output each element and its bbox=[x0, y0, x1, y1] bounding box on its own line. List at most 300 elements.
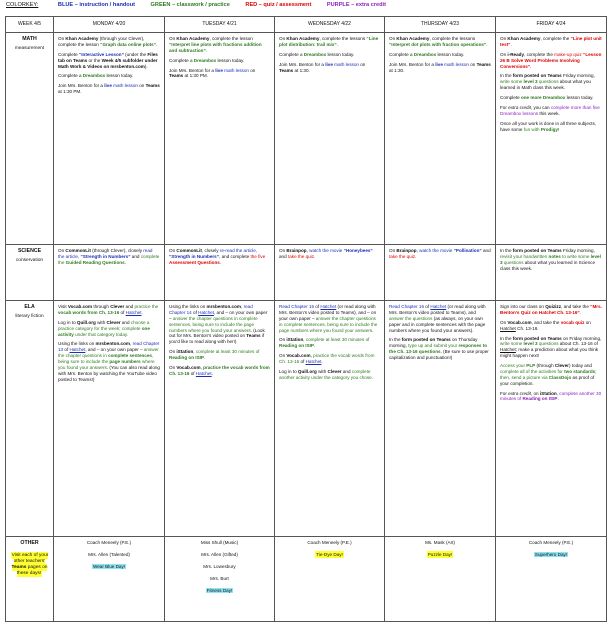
text-fragment: , and – on your own paper – bbox=[169, 309, 268, 321]
text-fragment: at 1:30. bbox=[389, 67, 405, 73]
text-fragment: on bbox=[584, 319, 591, 325]
text-fragment: answer the chapter questions in complete sentences, being sure to include the page numbers where you found your answers bbox=[169, 315, 258, 333]
text-fragment: ELA bbox=[24, 304, 35, 310]
text-fragment: Complete bbox=[279, 51, 300, 57]
text-fragment: . bbox=[510, 41, 512, 47]
color-key bbox=[6, 2, 400, 12]
text-fragment: Hatchet bbox=[125, 309, 142, 315]
science-friday bbox=[496, 245, 607, 301]
text-fragment: Hatchet bbox=[69, 347, 86, 353]
text-fragment: “Graph data online plots” bbox=[100, 41, 157, 47]
text-fragment: ). bbox=[144, 63, 148, 69]
text-fragment: practice the vocab words from Ch. 13-16 bbox=[169, 364, 270, 376]
text-fragment: In the bbox=[389, 337, 402, 343]
text-fragment: Brainpop bbox=[286, 248, 307, 253]
text-fragment: Khan Academy bbox=[286, 36, 320, 41]
text-fragment: complete at least 30 minutes of bbox=[195, 349, 260, 355]
text-fragment: (or read along with Mrs. Benton’s video posted to Teams), and bbox=[389, 304, 486, 315]
text-fragment: of bbox=[314, 304, 321, 309]
text-fragment: your work is done in all three subjects, have some bbox=[500, 120, 597, 132]
text-fragment: of bbox=[191, 309, 199, 315]
math-wednesday bbox=[275, 33, 385, 245]
text-fragment: watch the movie bbox=[419, 248, 454, 253]
text-fragment: On bbox=[279, 36, 287, 41]
text-fragment: . bbox=[124, 259, 126, 265]
text-fragment: (or read along with Mrs. Benton’s video posted to Teams), and – on your own paper – bbox=[279, 304, 377, 321]
text-fragment: Clever bbox=[106, 319, 121, 325]
science-wednesday bbox=[275, 245, 385, 301]
text-fragment: Files tab on Teams bbox=[58, 51, 158, 63]
text-fragment: Chapter 16 bbox=[401, 304, 424, 309]
text-fragment: “Honeybees” bbox=[343, 248, 373, 253]
text-fragment: ClassDojo bbox=[548, 374, 572, 380]
text-fragment: revisit your handwritten bbox=[500, 253, 549, 259]
text-fragment: Coach Meneely (P.E.) bbox=[307, 540, 352, 545]
header-week: WEEK 4/5 bbox=[6, 17, 54, 33]
other-note bbox=[10, 553, 49, 578]
text-fragment: lesson today. bbox=[105, 73, 134, 79]
text-fragment: Hatchet bbox=[195, 370, 212, 376]
text-fragment: with bbox=[95, 319, 107, 325]
text-fragment: the five bbox=[250, 253, 266, 259]
text-fragment: . bbox=[141, 309, 143, 315]
text-fragment: where you found your answers bbox=[58, 359, 155, 370]
text-fragment: read bbox=[132, 341, 144, 347]
text-fragment: (as always, on your own paper and in complete sentences with the page numbers where you found your answers). bbox=[389, 315, 486, 333]
text-fragment: level 3 bbox=[500, 253, 601, 265]
text-fragment: . bbox=[415, 253, 417, 259]
text-fragment: Chapter 13 bbox=[58, 341, 160, 353]
header-tuesday: TUESDAY 4/21 bbox=[165, 17, 275, 33]
text-fragment: ; make a prediction about what you think might happen next! bbox=[500, 347, 599, 359]
text-fragment: vocab words from Ch. 13-16 bbox=[58, 309, 120, 315]
text-fragment: Quill.org bbox=[297, 368, 317, 374]
text-fragment: MATH bbox=[22, 36, 37, 42]
text-fragment: Clever bbox=[554, 363, 569, 368]
theme-day-badge: Wear Blue Day! bbox=[92, 563, 126, 569]
ela-tuesday bbox=[165, 301, 275, 537]
text-fragment: “Interpret dot plots with fraction operations” bbox=[389, 41, 487, 47]
math-row bbox=[6, 33, 607, 245]
text-fragment: fun with bbox=[523, 126, 541, 132]
text-fragment: and bbox=[481, 248, 491, 253]
text-fragment: questions bbox=[537, 341, 559, 347]
text-fragment: Using the links on bbox=[169, 304, 207, 309]
other-friday bbox=[496, 537, 607, 622]
weekly-schedule-table bbox=[5, 16, 607, 622]
text-fragment: On bbox=[500, 51, 508, 57]
text-fragment: Vocab.com bbox=[286, 353, 311, 359]
text-fragment: of bbox=[424, 304, 431, 309]
text-fragment: live bbox=[435, 61, 443, 67]
other-monday bbox=[54, 537, 165, 622]
text-fragment: , you can bbox=[530, 104, 551, 110]
text-fragment: Complete bbox=[58, 51, 79, 57]
text-fragment: complete at least 30 minutes of bbox=[305, 337, 370, 343]
science-monday bbox=[54, 245, 165, 301]
text-fragment: On bbox=[169, 36, 177, 41]
text-fragment: . bbox=[321, 359, 323, 364]
ela-row bbox=[6, 301, 607, 537]
text-fragment: take the quiz bbox=[389, 253, 416, 259]
text-fragment: ; bbox=[595, 368, 597, 374]
text-fragment: Miss Shull (Music) bbox=[200, 540, 239, 545]
science-thursday bbox=[385, 245, 496, 301]
text-fragment: In the bbox=[500, 248, 513, 253]
other-label bbox=[6, 537, 54, 622]
text-fragment: . bbox=[530, 63, 532, 69]
text-fragment: a Dreambox bbox=[78, 73, 106, 79]
text-fragment: . bbox=[211, 370, 213, 376]
header-friday: FRIDAY 4/24 bbox=[496, 17, 607, 33]
text-fragment: , being sure to include the bbox=[58, 353, 154, 364]
text-fragment: Ch. 13-16. bbox=[515, 325, 539, 331]
text-fragment: Using the links on bbox=[58, 341, 96, 347]
text-fragment: , closely bbox=[201, 248, 220, 253]
text-fragment: . bbox=[205, 47, 208, 53]
text-fragment: measurement bbox=[14, 45, 45, 51]
text-fragment: Brainpop bbox=[396, 248, 417, 253]
text-fragment: form posted on Teams bbox=[512, 73, 562, 79]
text-fragment: choose a practice category for the week; complete bbox=[58, 319, 150, 331]
math-monday bbox=[54, 33, 165, 245]
text-fragment: under the category you chose. bbox=[309, 374, 373, 380]
text-fragment: of bbox=[119, 309, 126, 315]
text-fragment: complete the bbox=[58, 253, 160, 265]
text-fragment: , bbox=[130, 341, 133, 347]
text-fragment: two standards bbox=[564, 368, 596, 374]
text-fragment: with bbox=[316, 368, 328, 374]
text-fragment: “Line plot distribution: trail mix” bbox=[279, 36, 379, 47]
text-fragment: as proof of your completion. bbox=[500, 374, 595, 386]
text-fragment: . bbox=[156, 41, 158, 47]
color-key-purple: PURPLE – extra credit bbox=[326, 2, 386, 8]
text-fragment: on Thursday morning, bbox=[389, 337, 478, 349]
theme-day-badge: Tie-Dye Day! bbox=[316, 551, 343, 557]
math-friday bbox=[496, 33, 607, 245]
text-fragment: Join Mrs. Benton for a bbox=[58, 83, 105, 89]
text-fragment: Read bbox=[279, 304, 292, 309]
text-fragment: of bbox=[189, 370, 196, 376]
text-fragment: , bbox=[241, 304, 244, 309]
text-fragment: ) today and bbox=[568, 363, 592, 368]
text-fragment: Sign into our class on bbox=[500, 304, 546, 309]
text-fragment: OTHER bbox=[20, 540, 39, 546]
text-fragment: Hatchet bbox=[198, 309, 214, 315]
text-fragment: “Mrs. Benton’s Quiz on Hatchet Ch. 13-16” bbox=[500, 304, 602, 315]
text-fragment: Read bbox=[389, 304, 402, 309]
text-fragment: on bbox=[248, 67, 256, 73]
color-key-blue: BLUE – instruction / handout bbox=[57, 2, 135, 8]
text-fragment: On bbox=[169, 349, 177, 355]
text-fragment: Clever bbox=[327, 368, 342, 374]
text-fragment: Hatchet bbox=[430, 304, 447, 309]
text-fragment: . bbox=[557, 396, 559, 402]
text-fragment: vocab quiz bbox=[560, 319, 585, 325]
text-fragment: , bbox=[200, 364, 204, 370]
text-fragment: , bbox=[416, 248, 420, 253]
text-fragment: read bbox=[243, 304, 253, 309]
text-fragment: PLP bbox=[526, 363, 536, 368]
other-row bbox=[6, 537, 607, 622]
text-fragment: questions bbox=[537, 79, 559, 85]
color-key-label: COLORKEY: bbox=[6, 2, 39, 8]
math-tuesday bbox=[165, 33, 275, 245]
text-fragment: level 3 bbox=[523, 79, 538, 85]
text-fragment: “Lesson 26 B Solve Word Problems Involving Conversions” bbox=[500, 51, 602, 69]
text-fragment: , and – on your own paper – bbox=[85, 347, 144, 353]
text-fragment: all bbox=[512, 120, 517, 126]
text-fragment: at 1:30 PM. bbox=[58, 89, 82, 95]
text-fragment: math lesson bbox=[442, 61, 469, 67]
text-fragment: Visit each of your other teachers’ bbox=[11, 552, 49, 564]
text-fragment: a Dreambox bbox=[299, 51, 327, 57]
text-fragment: On bbox=[389, 36, 397, 41]
text-fragment: Prodigy bbox=[540, 126, 558, 132]
text-fragment: , bbox=[303, 337, 306, 343]
text-fragment: On bbox=[500, 319, 508, 325]
text-fragment: on bbox=[468, 61, 477, 67]
ela-friday bbox=[496, 301, 607, 537]
text-fragment: ! bbox=[557, 126, 560, 132]
text-fragment: type up and submit your bbox=[408, 343, 459, 349]
text-fragment: (through bbox=[535, 363, 555, 368]
text-fragment: Assessment Questions bbox=[169, 259, 220, 265]
text-fragment: this week. bbox=[538, 110, 560, 116]
text-fragment: Hatchet bbox=[320, 304, 337, 309]
text-fragment: , and complete bbox=[219, 253, 251, 259]
text-fragment: complete more than five Dreambox lessons bbox=[500, 104, 600, 116]
text-fragment: Teams bbox=[246, 333, 261, 339]
text-fragment: Once bbox=[500, 120, 513, 126]
theme-day-badge: Puzzle Day! bbox=[427, 551, 453, 557]
text-fragment: form posted on Teams bbox=[512, 335, 562, 341]
text-fragment: and bbox=[120, 319, 131, 325]
text-fragment: complete another activity bbox=[279, 368, 371, 380]
text-fragment: Join Mrs. Benton for a bbox=[169, 67, 216, 73]
text-fragment: “Pollination” bbox=[453, 248, 482, 253]
text-fragment: answer the chapter questions in bbox=[58, 347, 159, 359]
text-fragment: On bbox=[500, 36, 508, 41]
text-fragment: , on bbox=[530, 390, 540, 396]
text-fragment: Reading on ISIP bbox=[169, 355, 204, 360]
header-monday: MONDAY 4/20 bbox=[54, 17, 165, 33]
text-fragment: In the bbox=[500, 73, 513, 79]
text-fragment: live bbox=[104, 83, 112, 89]
text-fragment: complete all of the activities for bbox=[500, 368, 565, 374]
text-fragment: about what you learned in Math class this week. bbox=[500, 79, 591, 91]
text-fragment: On bbox=[58, 36, 66, 41]
text-fragment: “Strength in Numbers” bbox=[80, 253, 131, 259]
text-fragment: form posted on Teams bbox=[401, 337, 451, 343]
text-fragment: lesson today. bbox=[216, 57, 245, 63]
text-fragment: , bbox=[193, 349, 196, 355]
text-fragment: Teams bbox=[11, 564, 27, 570]
text-fragment: one activity bbox=[58, 325, 150, 337]
text-fragment: Log in to bbox=[58, 319, 77, 325]
ela-wednesday bbox=[275, 301, 385, 537]
text-fragment: Ms. Mask (Art) bbox=[425, 540, 455, 545]
text-fragment: Complete bbox=[58, 73, 79, 79]
text-fragment: Log in to bbox=[279, 368, 298, 374]
text-fragment: Teams bbox=[279, 67, 294, 73]
text-fragment: Chapter 14 bbox=[169, 309, 192, 315]
text-fragment: Join Mrs. Benton for a bbox=[389, 61, 436, 67]
text-fragment: literary fiction bbox=[15, 313, 44, 319]
text-fragment: practice the bbox=[134, 304, 159, 309]
text-fragment: Quizizz bbox=[545, 304, 562, 309]
text-fragment: Join Mrs. Benton for a bbox=[279, 61, 326, 67]
text-fragment: a Dreambox bbox=[409, 51, 437, 57]
text-fragment: conservation bbox=[15, 257, 44, 263]
text-fragment: Complete bbox=[389, 51, 410, 57]
text-fragment: form posted on Teams bbox=[512, 248, 562, 253]
text-fragment: then, send a picture via bbox=[500, 374, 549, 380]
header-wednesday: WEDNESDAY 4/22 bbox=[275, 17, 385, 33]
text-fragment: questions bbox=[502, 259, 524, 265]
text-fragment: iStation bbox=[176, 349, 194, 355]
text-fragment: Friday morning, bbox=[561, 73, 595, 79]
text-fragment: write some bbox=[500, 79, 524, 85]
text-fragment: (through your Clever), complete the lesson bbox=[58, 36, 145, 47]
text-fragment: . bbox=[372, 327, 374, 333]
other-thursday bbox=[385, 537, 496, 622]
text-fragment: On bbox=[279, 248, 287, 253]
text-fragment: at 1:30. bbox=[293, 67, 310, 73]
text-fragment: , bbox=[310, 353, 314, 359]
text-fragment: , complete the lessons bbox=[319, 36, 367, 41]
text-fragment: Complete bbox=[169, 57, 190, 63]
text-fragment: . bbox=[579, 309, 582, 315]
text-fragment: Hatchet bbox=[500, 347, 516, 353]
text-fragment: , complete the bbox=[540, 36, 571, 41]
text-fragment: On bbox=[279, 353, 287, 359]
text-fragment: Visit bbox=[58, 304, 68, 309]
text-fragment: extra credit bbox=[508, 104, 531, 110]
text-fragment: complete sentences bbox=[108, 353, 152, 359]
text-fragment: Khan Academy bbox=[396, 36, 430, 41]
text-fragment: , complete the lessons bbox=[429, 36, 476, 41]
text-fragment: at 1:30 PM. bbox=[183, 73, 208, 79]
text-fragment: iStation bbox=[539, 390, 557, 396]
text-fragment: Chapter 15 bbox=[291, 304, 314, 309]
other-wednesday bbox=[275, 537, 385, 622]
text-fragment: Friday morning, bbox=[561, 248, 595, 253]
ela-thursday bbox=[385, 301, 496, 537]
text-fragment: SCIENCE bbox=[17, 248, 42, 254]
theme-day-badge: Superhero Day! bbox=[534, 551, 568, 557]
text-fragment: , complete the bbox=[524, 51, 555, 57]
text-fragment: . bbox=[313, 343, 316, 349]
text-fragment: to write some bbox=[560, 253, 591, 259]
text-fragment: if you’d like to read along with her!) bbox=[169, 333, 265, 345]
text-fragment: notes bbox=[548, 253, 561, 259]
text-fragment: Mrs. Allen (Gifted) bbox=[201, 551, 238, 557]
text-fragment: Coach Meneely (P.E.) bbox=[528, 540, 574, 545]
text-fragment: . bbox=[219, 259, 222, 265]
text-fragment: Guided Reading Questions bbox=[65, 259, 125, 265]
text-fragment: Vocab.com bbox=[67, 304, 93, 309]
text-fragment: Vocab.com bbox=[507, 319, 532, 325]
science-label bbox=[6, 245, 54, 301]
text-fragment: . bbox=[203, 355, 206, 360]
text-fragment: math lesson bbox=[111, 83, 138, 89]
text-fragment: pages on these days! bbox=[16, 564, 48, 577]
text-fragment: Mrs. Lowesbury bbox=[203, 563, 236, 569]
text-fragment: Reading on ISIP bbox=[279, 343, 314, 349]
text-fragment: . bbox=[486, 41, 488, 47]
text-fragment: . (Look out for Mrs. Benton’s video posted on bbox=[169, 327, 265, 339]
text-fragment: Mrs. Burt bbox=[210, 575, 229, 581]
text-fragment: Khan Academy bbox=[507, 36, 541, 41]
text-fragment: answer the questions bbox=[389, 315, 433, 321]
text-fragment: and bbox=[279, 253, 288, 259]
text-fragment: live bbox=[215, 67, 223, 73]
text-fragment: , bbox=[306, 248, 310, 253]
text-fragment: make-up quiz bbox=[554, 51, 582, 57]
header-row bbox=[6, 17, 607, 33]
text-fragment: “Line plot unit test” bbox=[500, 36, 602, 47]
text-fragment: iStation bbox=[286, 337, 304, 343]
text-fragment: On bbox=[169, 248, 177, 253]
text-fragment: practice the vocab words from Ch. 13-16 bbox=[279, 353, 375, 364]
text-fragment: Complete bbox=[500, 95, 521, 100]
header-thursday: THURSDAY 4/23 bbox=[385, 17, 496, 33]
text-fragment: Clever bbox=[110, 304, 125, 309]
text-fragment: (through Clever), closely bbox=[90, 248, 144, 253]
text-fragment: . bbox=[336, 41, 338, 47]
text-fragment: and bbox=[130, 253, 141, 259]
text-fragment: answer the chapter questions in complete sentences, being sure to include the page numbers where you found your answers bbox=[279, 315, 378, 333]
text-fragment: or the bbox=[87, 57, 102, 63]
ela-monday bbox=[54, 301, 165, 537]
text-fragment: (under the bbox=[123, 51, 148, 57]
text-fragment: CommonLit bbox=[176, 248, 202, 253]
text-fragment: Quill.org bbox=[76, 319, 96, 325]
text-fragment: of bbox=[299, 359, 306, 364]
color-key-red: RED – quiz / assessment bbox=[245, 2, 312, 8]
text-fragment: watch the movie bbox=[309, 248, 344, 253]
text-fragment: On bbox=[58, 248, 66, 253]
math-thursday bbox=[385, 33, 496, 245]
text-fragment: take the quiz bbox=[287, 253, 315, 259]
text-fragment: lesson today. bbox=[565, 95, 594, 100]
text-fragment: CommonLit bbox=[65, 248, 91, 253]
other-tuesday bbox=[165, 537, 275, 622]
text-fragment: . (You can also read along with Mrs. Benton by watching the YouTube video posted to Teams!) bbox=[58, 364, 160, 382]
text-fragment: , and take the bbox=[531, 319, 561, 325]
science-tuesday bbox=[165, 245, 275, 301]
text-fragment: , complete the lesson bbox=[209, 36, 253, 41]
text-fragment: a Dreambox bbox=[189, 57, 217, 63]
text-fragment: “Interpret line plots with fractions addition and subtraction” bbox=[169, 41, 262, 53]
text-fragment: math lesson bbox=[332, 61, 359, 67]
text-fragment: live bbox=[325, 61, 333, 67]
color-key-green: GREEN – classwork / practice bbox=[150, 2, 230, 8]
text-fragment: i-Ready bbox=[507, 51, 525, 57]
text-fragment: On bbox=[169, 364, 177, 370]
science-row bbox=[6, 245, 607, 301]
text-fragment: Vocab.com bbox=[176, 364, 201, 370]
text-fragment: and bbox=[341, 368, 352, 374]
text-fragment: Week 4/5 subfolder under Math Work & Videos on mrsbenton.com bbox=[58, 57, 158, 69]
text-fragment: Mrs. Allen (Talented) bbox=[88, 551, 130, 557]
text-fragment: Teams bbox=[476, 61, 491, 67]
text-fragment: . (Be sure to use proper capitalization and punctuation!) bbox=[389, 349, 489, 360]
text-fragment: responses to the Ch. 13-16 questions bbox=[389, 343, 488, 355]
text-fragment: one more Dreambox bbox=[520, 95, 566, 100]
text-fragment: , bbox=[556, 390, 560, 396]
